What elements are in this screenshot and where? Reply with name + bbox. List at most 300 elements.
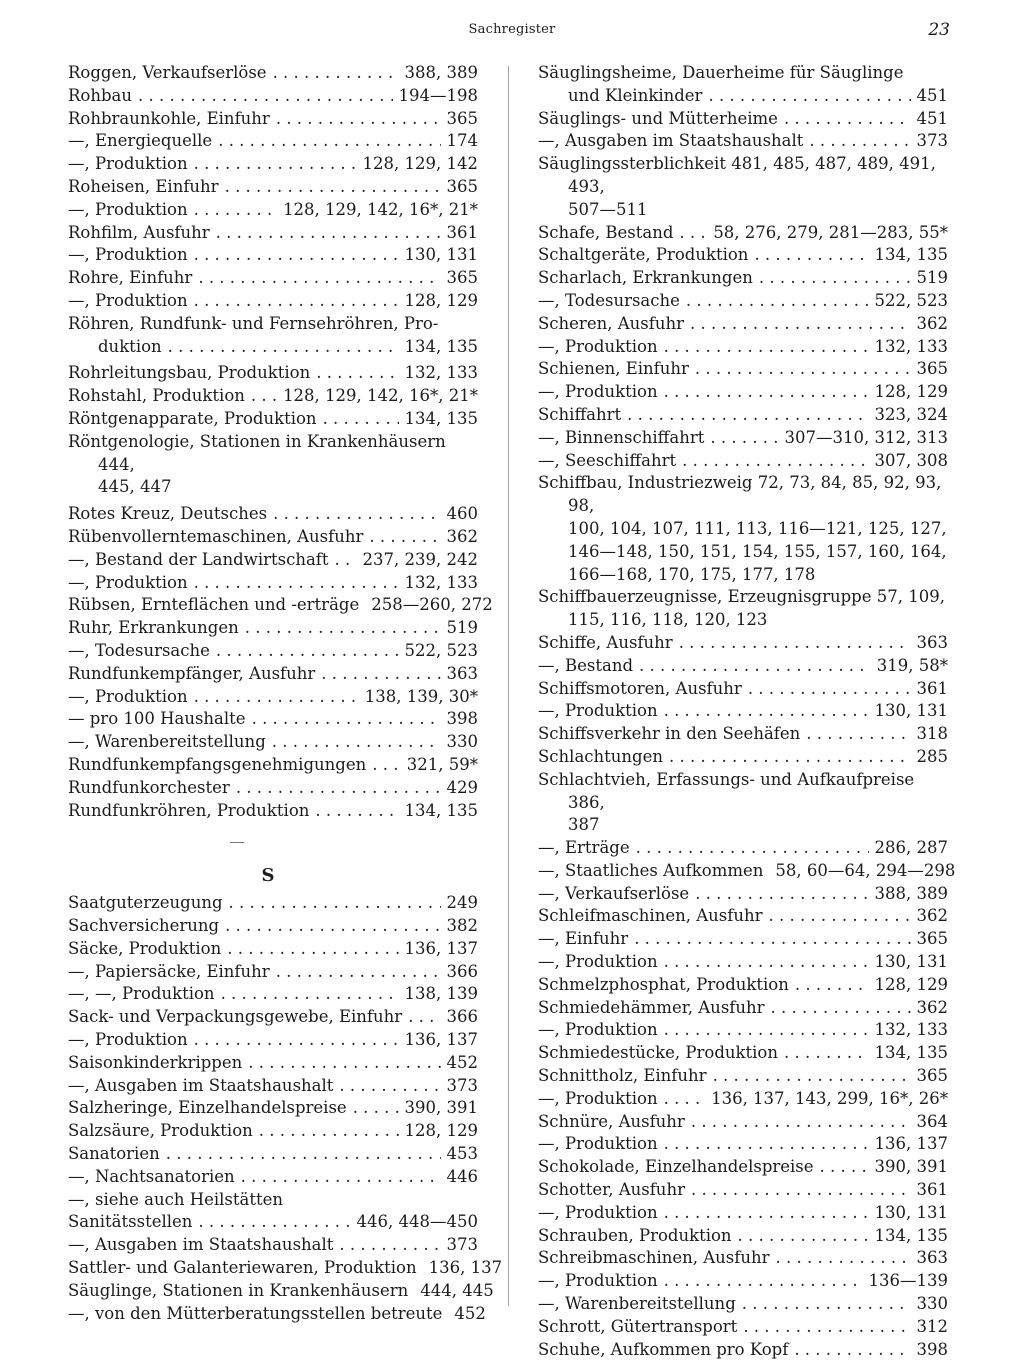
dot-leader: [245, 617, 441, 640]
entry-term: Säuglings- und Mütterheime: [538, 108, 778, 128]
index-entry: [58, 176, 478, 199]
right-column: [528, 62, 956, 1361]
index-entry: [58, 915, 478, 938]
entry-pages: 398: [446, 709, 478, 729]
entry-pages: 136, 137: [428, 1258, 503, 1278]
index-entry: [58, 222, 478, 245]
entry-pages: 363: [916, 1248, 948, 1268]
dot-leader: [323, 408, 399, 431]
index-entry: [58, 1120, 478, 1143]
entry-term: Saisonkinderkrippen: [68, 1052, 243, 1072]
entry-term: —, Ausgaben im Staatshaushalt: [68, 1075, 334, 1095]
entry-pages: 194—198: [398, 85, 478, 105]
entry-term: —, Produktion: [538, 336, 658, 356]
index-entry: [58, 686, 478, 709]
dot-leader: [806, 723, 910, 746]
entry-term: Schienen, Einfuhr: [538, 359, 689, 379]
index-entry: [528, 951, 948, 974]
entry-continuation: 166—168, 170, 175, 177, 178: [568, 564, 816, 584]
dot-leader: [820, 1156, 869, 1179]
entry-pages: 136, 137, 143, 299, 16*, 26*: [711, 1088, 948, 1108]
index-entry: [58, 503, 478, 526]
entry-pages: 330: [446, 732, 478, 752]
dot-leader: [198, 1211, 350, 1234]
dot-leader: [669, 746, 911, 769]
entry-pages: 382: [446, 916, 478, 936]
entry-pages: 361: [916, 1180, 948, 1200]
entry-term: —, Produktion: [538, 1020, 658, 1040]
entry-term: —, Produktion: [538, 1271, 658, 1291]
index-entry: [58, 663, 478, 686]
entry-pages: 130, 131: [404, 245, 478, 265]
entry-pages: 132, 133: [874, 1020, 948, 1040]
page-number: 23: [928, 20, 950, 40]
index-entry: [528, 336, 948, 359]
index-entry: [528, 837, 948, 860]
index-entry: [528, 860, 956, 883]
entry-pages: 363: [446, 663, 478, 683]
entry-pages: 128, 129: [404, 1121, 478, 1141]
index-entry: [528, 678, 948, 701]
entry-term: Roheisen, Einfuhr: [68, 176, 219, 196]
entry-pages: 366: [446, 961, 478, 981]
index-entry: [58, 1143, 478, 1166]
entry-continuation: 445, 447: [98, 477, 172, 497]
entry-pages: 138, 139, 30*: [364, 686, 478, 706]
dot-leader: [194, 290, 399, 313]
index-entry: [58, 267, 478, 290]
dot-leader: [710, 427, 778, 450]
index-entry: [528, 1339, 948, 1362]
entry-term: Salzsäure, Produktion: [68, 1121, 253, 1141]
entry-pages: 130, 131: [874, 701, 948, 721]
entry-pages: 285: [916, 746, 948, 766]
entry-term: Roggen, Verkaufserlöse: [68, 63, 267, 82]
entry-pages: 128, 129, 142, 16*, 21*: [283, 199, 478, 219]
dot-leader: [273, 503, 440, 526]
entry-pages: 522, 523: [404, 640, 478, 660]
entry-term: —, Produktion: [538, 382, 658, 402]
dot-leader: [259, 1120, 399, 1143]
entry-pages: 444, 445: [420, 1280, 494, 1300]
entry-term: Schmiedehämmer, Ausfuhr: [538, 997, 765, 1017]
index-entry: [58, 62, 478, 85]
entry-term: Schokolade, Einzelhandelspreise: [538, 1157, 814, 1177]
index-entry: [58, 1211, 478, 1234]
entry-pages: 128, 129: [874, 382, 948, 402]
entry-term: —, Nachtsanatorien: [68, 1166, 235, 1186]
entry-term: Rohfilm, Ausfuhr: [68, 222, 210, 242]
entry-term: Rundfunkorchester: [68, 777, 230, 797]
entry-term: —, Staatliches Aufkommen: [538, 860, 764, 880]
entry-term: Rohbraunkohle, Einfuhr: [68, 108, 270, 128]
dot-leader: [372, 754, 401, 777]
index-entry: [528, 746, 948, 769]
entry-term: Schmiedestücke, Produktion: [538, 1043, 778, 1063]
entry-pages: 365: [916, 1066, 948, 1086]
entry-term: Schnittholz, Einfuhr: [538, 1066, 707, 1086]
entry-pages: 286, 287: [874, 838, 948, 858]
index-entry: [528, 1316, 948, 1339]
entry-term: —, Produktion: [538, 952, 658, 972]
entry-term: Rübenvollerntemaschinen, Ausfuhr: [68, 526, 364, 546]
entry-term: Säuglingssterblichkeit 481, 485, 487, 489, 491, 493,: [538, 154, 936, 196]
dot-leader: [138, 85, 392, 108]
dot-leader: [695, 883, 868, 906]
index-entry: [58, 1052, 478, 1075]
entry-pages: 365: [446, 108, 478, 128]
entry-pages: 362: [916, 313, 948, 333]
entry-term: —, Seeschiffahrt: [538, 450, 677, 470]
dot-leader: [794, 1339, 910, 1362]
index-entry: [528, 1088, 948, 1111]
entry-term: Sanitätsstellen: [68, 1212, 193, 1232]
entry-continuation: 507—511: [568, 199, 648, 219]
entry-term: Scheren, Ausfuhr: [538, 313, 684, 333]
dot-leader: [679, 632, 911, 655]
entry-pages: 390, 391: [404, 1098, 478, 1118]
index-entry: [528, 1156, 948, 1179]
entry-pages: 130, 131: [874, 952, 948, 972]
entry-pages: 134, 135: [874, 245, 948, 265]
entry-pages: 321, 59*: [406, 754, 478, 774]
index-entry: [58, 130, 478, 153]
entry-term: —, Produktion: [68, 1030, 188, 1050]
dot-leader: [229, 892, 441, 915]
entry-pages: 307—310, 312, 313: [784, 427, 948, 447]
dot-leader: [664, 1270, 863, 1293]
entry-term: —, Produktion: [68, 199, 188, 219]
entry-pages: 319, 58*: [876, 655, 948, 675]
entry-pages: 237, 239, 242: [362, 549, 478, 569]
entry-pages: 519: [916, 268, 948, 288]
entry-pages: 128, 129: [874, 974, 948, 994]
index-entry: [528, 427, 948, 450]
index-entry: [58, 313, 478, 336]
index-entry: [58, 153, 478, 176]
entry-term: Säuglinge, Stationen in Krankenhäusern: [68, 1280, 409, 1300]
dot-leader: [276, 108, 441, 131]
index-entry: [528, 404, 948, 427]
dot-leader: [759, 267, 911, 290]
dot-leader: [664, 700, 869, 723]
dot-leader: [194, 686, 359, 709]
index-entry: [528, 62, 948, 85]
entry-pages: 388, 389: [404, 63, 478, 82]
entry-term: duktion: [98, 336, 162, 356]
running-head: Sachregister: [468, 22, 556, 37]
entry-pages: 451: [916, 85, 948, 105]
entry-term: Rohrleitungsbau, Produktion: [68, 363, 311, 383]
entry-pages: 318: [916, 724, 948, 744]
index-entry: [58, 731, 478, 754]
entry-term: Schlachtungen: [538, 746, 663, 766]
entry-term: Schmelzphosphat, Produktion: [538, 974, 789, 994]
section-mark: [230, 842, 244, 843]
entry-term: —, Produktion: [68, 572, 188, 592]
index-entry: [528, 769, 948, 815]
dot-leader: [198, 267, 440, 290]
entry-term: —, Verkaufserlöse: [538, 883, 690, 903]
dot-leader: [335, 549, 357, 572]
dot-leader: [316, 362, 398, 385]
entry-pages: 364: [916, 1111, 948, 1131]
entry-pages: 365: [916, 929, 948, 949]
entry-term: Schiffsverkehr in den Seehäfen: [538, 724, 801, 744]
index-entry: [58, 431, 478, 477]
index-entry: [528, 108, 948, 131]
dot-leader: [248, 1052, 440, 1075]
dot-leader: [194, 572, 399, 595]
entry-pages: 446, 448—450: [356, 1212, 478, 1232]
dot-leader: [369, 526, 440, 549]
dot-leader: [686, 290, 869, 313]
entry-term: —, Produktion: [538, 1134, 658, 1154]
dot-leader: [634, 928, 910, 951]
entry-pages: 453: [446, 1144, 478, 1164]
entry-term: Schlachtvieh, Erfassungs- und Aufkaufpreise 386,: [538, 769, 915, 812]
entry-term: und Kleinkinder: [568, 85, 703, 105]
dot-leader: [664, 381, 869, 404]
dot-leader: [225, 915, 440, 938]
entry-pages: 134, 135: [404, 336, 478, 356]
entry-term: Sanatorien: [68, 1144, 160, 1164]
dot-leader: [771, 997, 911, 1020]
index-entry: [528, 153, 948, 199]
index-entry: [58, 549, 478, 572]
entry-pages: 363: [916, 632, 948, 652]
entry-pages: 128, 129: [404, 290, 478, 310]
entry-term: —, Produktion: [68, 290, 188, 310]
index-entry: [58, 708, 478, 731]
index-entry: [528, 586, 948, 609]
entry-pages: 132, 133: [874, 336, 948, 356]
index-entry: [58, 526, 478, 549]
dot-leader: [627, 404, 868, 427]
entry-term: Ruhr, Erkrankungen: [68, 618, 239, 638]
entry-term: —, siehe auch Heilstätten: [68, 1189, 284, 1209]
index-entry: [528, 244, 948, 267]
index-entry: [528, 1270, 948, 1293]
index-entry: [58, 199, 478, 222]
dot-leader: [743, 1316, 910, 1339]
index-entry: [58, 617, 478, 640]
entry-term: —, Papiersäcke, Einfuhr: [68, 961, 270, 981]
index-entry: [58, 572, 478, 595]
entry-pages: 134, 135: [874, 1043, 948, 1063]
dot-leader: [194, 244, 399, 267]
entry-pages: 138, 139: [404, 984, 478, 1004]
entry-term: Röntgenapparate, Produktion: [68, 408, 317, 428]
index-entry: [58, 1189, 478, 1212]
index-entry: [58, 244, 478, 267]
dot-leader: [664, 1088, 706, 1111]
entry-pages: 373: [446, 1075, 478, 1095]
entry-term: Rotes Kreuz, Deutsches: [68, 504, 268, 524]
index-entry: [528, 450, 948, 473]
entry-pages: 258—260, 272: [371, 595, 493, 615]
dot-leader: [194, 153, 357, 176]
entry-pages: 366: [446, 1007, 478, 1027]
entry-term: Scharlach, Erkrankungen: [538, 268, 753, 288]
entry-term: — pro 100 Haushalte: [68, 709, 246, 729]
entry-pages: 128, 129, 142: [362, 154, 478, 174]
index-entry: [58, 108, 478, 131]
dot-leader: [795, 974, 869, 997]
entry-term: Sack- und Verpackungsgewebe, Einfuhr: [68, 1007, 403, 1027]
index-entry: [58, 1303, 486, 1326]
dot-leader: [194, 1029, 399, 1052]
index-entry: [528, 1042, 948, 1065]
entry-pages: 249: [446, 893, 478, 913]
index-entry: [528, 928, 948, 951]
entry-pages: 460: [446, 504, 478, 524]
dot-leader: [784, 108, 911, 131]
dot-leader: [241, 1166, 441, 1189]
index-entry: [528, 472, 948, 518]
entry-pages: 446: [446, 1166, 478, 1186]
index-entry: [58, 1234, 478, 1257]
entry-term: —, Produktion: [68, 245, 188, 265]
entry-term: —, Todesursache: [68, 640, 210, 660]
entry-pages: 323, 324: [874, 404, 948, 424]
entry-term: Salzheringe, Einzelhandelspreise: [68, 1098, 347, 1118]
entry-term: Schrott, Gütertransport: [538, 1316, 738, 1336]
column-divider: [508, 66, 509, 1306]
entry-pages: 58, 60—64, 294—298: [775, 860, 956, 880]
entry-term: —, von den Mütterberatungsstellen betreute: [68, 1303, 443, 1323]
entry-pages: 452: [446, 1052, 478, 1072]
entry-pages: 398: [916, 1339, 948, 1359]
index-entry: [58, 1097, 478, 1120]
index-entry: [58, 290, 478, 313]
entry-term: Schiffbau, Industriezweig 72, 73, 84, 85, 92, 93, 98,: [538, 473, 942, 516]
dot-leader: [809, 130, 910, 153]
entry-term: Rohre, Einfuhr: [68, 268, 193, 288]
entry-term: Schotter, Ausfuhr: [538, 1180, 685, 1200]
index-entry: [58, 754, 478, 777]
dot-leader: [713, 1065, 911, 1088]
index-entry: [528, 267, 948, 290]
dot-leader: [636, 837, 869, 860]
entry-term: —, Einfuhr: [538, 929, 629, 949]
entry-term: Schrauben, Produktion: [538, 1225, 732, 1245]
index-entry: [528, 130, 948, 153]
entry-pages: 365: [446, 268, 478, 288]
index-entry: [58, 938, 478, 961]
entry-term: Sattler- und Galanteriewaren, Produktion: [68, 1258, 417, 1278]
index-entry: [58, 983, 478, 1006]
entry-term: Schleifmaschinen, Ausfuhr: [538, 906, 763, 926]
entry-term: Rundfunkempfänger, Ausfuhr: [68, 663, 316, 683]
entry-pages: 136, 137: [404, 938, 478, 958]
entry-term: —, Todesursache: [538, 290, 680, 310]
entry-term: —, Bestand der Landwirtschaft: [68, 549, 329, 569]
index-entry: [58, 1166, 478, 1189]
section-heading: S: [261, 865, 275, 887]
index-entry: [528, 85, 948, 108]
index-entry: [58, 362, 478, 385]
entry-pages: 362: [446, 526, 478, 546]
entry-term: Röntgenologie, Stationen in Krankenhäusern 444,: [68, 431, 446, 474]
entry-term: —, —, Produktion: [68, 984, 215, 1004]
dot-leader: [664, 1133, 869, 1156]
entry-term: Rundfunkröhren, Produktion: [68, 800, 310, 820]
entry-term: Schaltgeräte, Produktion: [538, 245, 749, 265]
index-entry: [58, 800, 478, 823]
entry-term: —, Produktion: [538, 1202, 658, 1222]
dot-leader: [708, 85, 910, 108]
entry-pages: 429: [446, 777, 478, 797]
entry-continuation: 115, 116, 118, 120, 123: [568, 610, 768, 630]
entry-term: —, Ausgaben im Staatshaushalt: [538, 131, 804, 151]
entry-pages: 58, 276, 279, 281—283, 55*: [713, 222, 948, 242]
entry-term: —, Energiequelle: [68, 131, 213, 151]
dot-leader: [236, 777, 441, 800]
index-entry: [528, 883, 948, 906]
entry-term: —, Binnenschiffahrt: [538, 427, 705, 447]
dot-leader: [738, 1225, 869, 1248]
entry-continuation: 100, 104, 107, 111, 113, 116—121, 125, 127,: [568, 518, 947, 538]
index-entry: [58, 1006, 478, 1029]
entry-pages: 136—139: [868, 1271, 948, 1291]
index-entry: [58, 892, 478, 915]
index-entry: [58, 85, 478, 108]
index-entry: [528, 1225, 948, 1248]
index-entry: [528, 1065, 948, 1088]
entry-pages: 390, 391: [874, 1157, 948, 1177]
index-entry: [528, 1179, 948, 1202]
entry-term: Schiffe, Ausfuhr: [538, 632, 673, 652]
entry-pages: 373: [446, 1235, 478, 1255]
index-entry: [528, 381, 948, 404]
entry-term: Rübsen, Ernteflächen und -erträge: [68, 595, 360, 615]
entry-pages: 451: [916, 108, 948, 128]
entry-term: —, Warenbereitstellung: [538, 1294, 736, 1314]
index-entry: [528, 997, 948, 1020]
entry-term: Rohbau: [68, 85, 133, 105]
entry-term: —, Produktion: [68, 686, 188, 706]
dot-leader: [216, 640, 399, 663]
index-entry: [58, 408, 478, 431]
dot-leader: [273, 62, 399, 85]
dot-leader: [218, 130, 440, 153]
index-entry: [528, 1111, 948, 1134]
entry-term: Saatguterzeugung: [68, 893, 223, 913]
entry-pages: 330: [916, 1294, 948, 1314]
dot-leader: [272, 731, 441, 754]
entry-pages: 312: [916, 1316, 948, 1336]
entry-pages: 132, 133: [404, 363, 478, 383]
entry-pages: 174: [446, 131, 478, 151]
dot-leader: [168, 336, 399, 359]
index-entry: [528, 905, 948, 928]
dot-leader: [691, 1111, 911, 1134]
index-entry: [528, 1019, 948, 1042]
index-entry: [58, 777, 478, 800]
entry-pages: 362: [916, 906, 948, 926]
dot-leader: [408, 1006, 440, 1029]
dot-leader: [276, 961, 441, 984]
index-entry: [58, 1029, 478, 1052]
entry-pages: 519: [446, 618, 478, 638]
dot-leader: [664, 336, 869, 359]
index-entry: [58, 1075, 478, 1098]
dot-leader: [695, 358, 911, 381]
entry-term: —, Produktion: [68, 154, 188, 174]
entry-term: Schiffsmotoren, Ausfuhr: [538, 678, 742, 698]
entry-term: —, Warenbereitstellung: [68, 732, 266, 752]
